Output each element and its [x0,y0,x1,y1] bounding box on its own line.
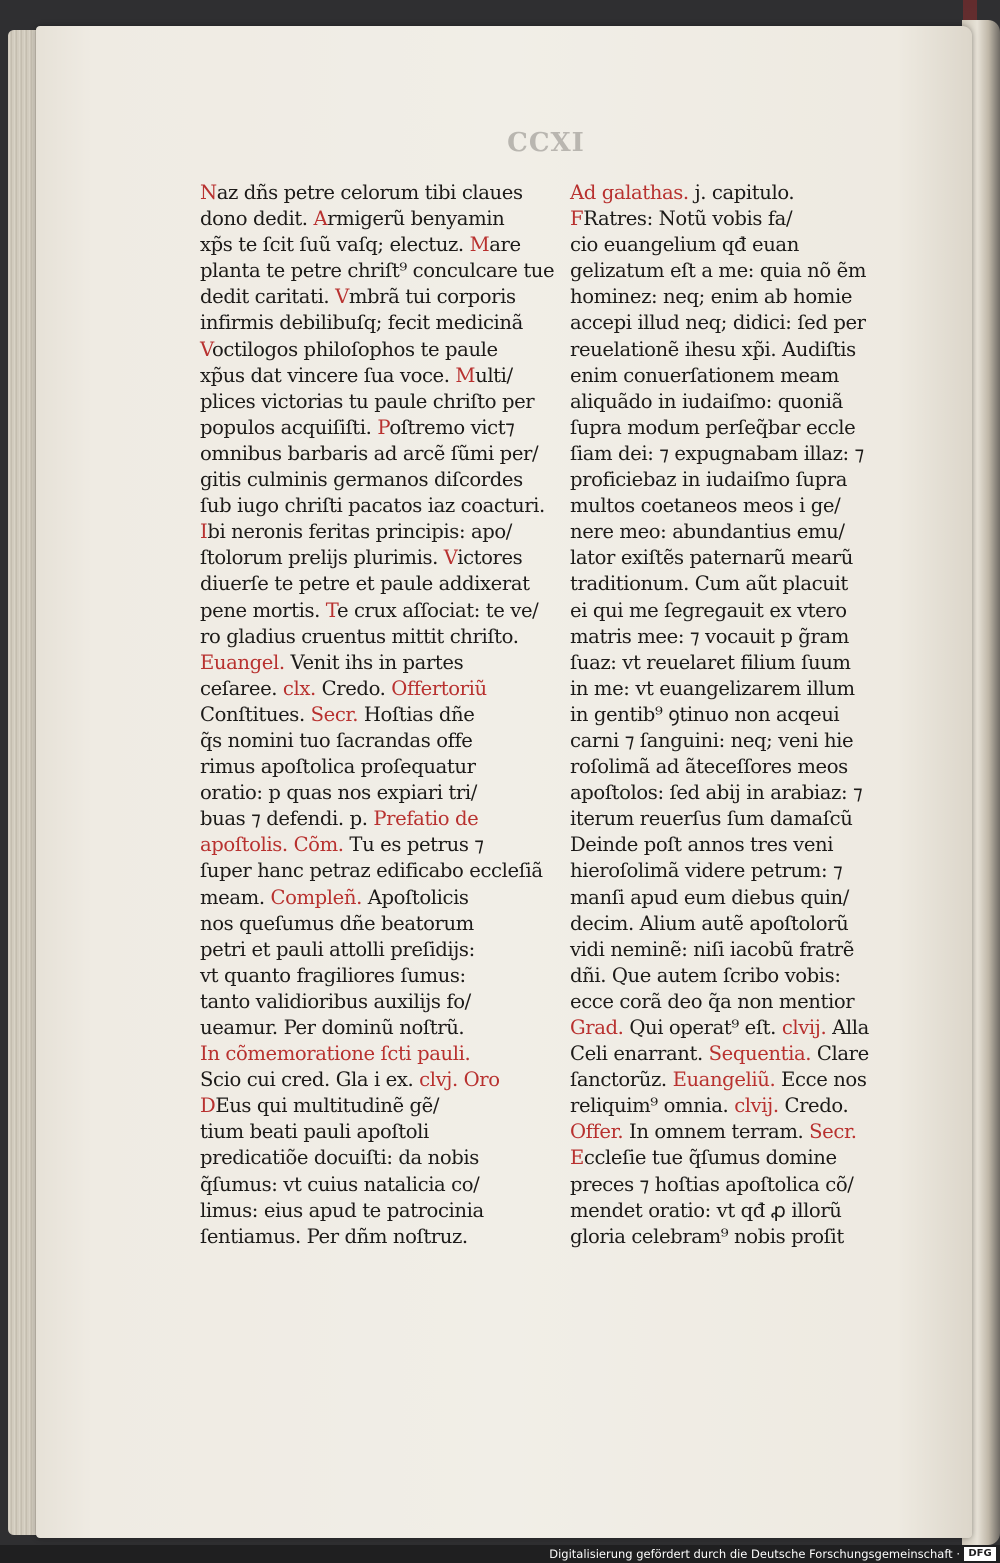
body-text: ulti/ [475,363,513,387]
body-text: nere meo: abundantius emu/ [570,520,845,544]
rubric-text: Compleñ. [270,885,368,909]
text-line [200,832,550,858]
text-line [570,754,940,780]
rubric-text: clx. [282,676,322,700]
text-line [200,310,550,336]
body-text: infirmis debilibuſq; fecit medicinã [200,311,523,335]
text-line [200,467,550,493]
text-line [570,728,940,754]
text-line [200,441,550,467]
text-line [200,650,550,676]
body-text: iterum reuerſus ſum damaſcũ [570,807,853,831]
body-text: Conſtitues. [200,702,311,726]
body-text: gloria celebram⁹ nobis proſit [570,1224,844,1248]
body-text: in me: vt euangelizarem illum [570,676,855,700]
text-line [570,389,940,415]
text-line [200,363,550,389]
body-text: az dñs petre celorum tibi claues [216,181,523,204]
body-text: carni ⁊ ſanguini: neq; veni hie [570,728,854,752]
text-line [570,545,940,571]
body-text: Deinde poſt annos tres veni [570,833,834,857]
text-line [200,1198,550,1224]
text-line [200,1093,550,1119]
dfg-logo: DFG [964,1547,996,1561]
text-line [570,363,940,389]
text-line [570,858,940,884]
body-text: omnibus barbaris ad arcẽ ſũmi per/ [200,441,539,465]
text-line [200,1145,550,1171]
body-text: vt quanto fragiliores ſumus: [200,963,466,987]
body-text: dedit caritati. [200,285,336,309]
body-text: ro gladius cruentus mittit chriſto. [200,624,519,648]
rubric-text: clvj. [419,1068,464,1092]
text-line [570,937,940,963]
rubric-text: V [200,337,212,361]
text-line [200,806,550,832]
rubric-text: I [200,520,208,544]
body-text: ceſaree. [200,676,283,700]
text-line [200,519,550,545]
rubric-text: P [377,415,390,439]
text-line [570,702,940,728]
body-text: rmigerũ benyamin [327,207,505,231]
right-text-column [570,180,940,1250]
text-line [570,885,940,911]
rubric-text: V [443,546,458,570]
body-text: populos acquiſiſti. [200,415,378,439]
text-line [200,1172,550,1198]
text-line [570,1093,940,1119]
body-text: q̃s nomini tuo ſacrandas offe [200,728,473,752]
text-line [570,1198,940,1224]
rubric-text: Euangel. [200,650,291,674]
body-text: ſentiamus. Per dñm noſtruz. [200,1224,468,1248]
text-line [200,1224,550,1250]
body-text: roſolimã ad ãteceſſores meos [570,755,848,779]
body-text: bi neronis feritas principis: apo/ [207,520,512,544]
body-text: Apoſtolicis [367,885,469,909]
text-line [200,1119,550,1145]
body-text: Tu es petrus ⁊ [349,833,484,857]
text-line [200,624,550,650]
text-line [200,206,550,232]
text-line [200,415,550,441]
text-line [200,493,550,519]
rubric-text: D [200,1094,216,1118]
text-line [200,702,550,728]
body-text: ſuper hanc petraz edificabo eccleſiã [200,859,543,883]
body-text: diuerſe te petre et paule addixerat [200,572,530,596]
body-text: Hoſtias dñe [363,702,475,726]
text-line [200,232,550,258]
text-line [200,911,550,937]
body-text: ſanctorũz. [570,1068,673,1092]
body-text: ſuaz: vt reuelaret filium ſuum [570,650,851,674]
rubric-text: T [325,598,337,622]
body-text: Venit ihs in partes [290,650,464,674]
rubric-text: M [455,363,476,387]
text-line [200,754,550,780]
text-line [200,571,550,597]
text-line [200,337,550,363]
body-text: oſtremo vict⁊ [389,415,515,439]
body-text: planta te petre chriſt⁹ conculcare tue [200,259,555,283]
body-text: gitis culminis germanos diſcordes [200,468,523,492]
body-text: hominez: neq; enim ab homie [570,285,853,309]
text-line [200,885,550,911]
text-line [200,989,550,1015]
rubric-text: clvij. [734,1094,785,1118]
text-line [570,1172,940,1198]
text-line [570,284,940,310]
rubric-text: Ad galathas. [570,181,695,204]
body-text: are [489,233,521,257]
body-text: reuelationẽ ihesu xp̃i. Audiſtis [570,337,856,361]
body-text: q̃ſumus: vt cuius natalicia co/ [200,1172,480,1196]
body-text: petri et pauli attolli preſidijs: [200,937,475,961]
body-text: ſupra modum perſeq̃bar eccle [570,415,856,439]
body-text: matris mee: ⁊ vocauit p g̃ram [570,624,849,648]
rubric-text: Prefatio de [373,807,479,831]
rubric-text: N [200,181,217,204]
body-text: reliquim⁹ omnia. [570,1094,735,1118]
body-text: ſub iugo chriſti pacatos iaz coacturi. [200,494,545,518]
rubric-text: Secr. [809,1120,857,1144]
body-text: pene mortis. [200,598,326,622]
text-line [570,806,940,832]
body-text: Credo. [784,1094,849,1118]
text-line [200,1015,550,1041]
text-line [570,1224,940,1250]
rubric-text: M [469,233,490,257]
body-text: traditionum. Cum aũt placuit [570,572,848,596]
rubric-text: In cõmemoratione ſcti pauli. [200,1042,471,1066]
text-line [200,180,550,206]
text-line [570,180,940,206]
body-text: accepi illud neq; didici: ſed per [570,311,866,335]
text-line [570,624,940,650]
folio-number: CCXI [507,128,585,158]
body-text: limus: eius apud te patrocinia [200,1198,484,1222]
body-text: octilogos philoſophos te paule [211,337,498,361]
rubric-text: E [570,1146,584,1170]
rubric-text: Secr. [310,702,364,726]
body-text: ictores [457,546,523,570]
body-text: nos queſumus dñe beatorum [200,911,474,935]
rubric-text: Offer. [570,1120,630,1144]
text-line [570,415,940,441]
text-line [200,258,555,284]
body-text: dñi. Que autem ſcribo vobis: [570,963,841,987]
rubric-text: clvij. [781,1016,833,1039]
body-text: lator exiſtẽs paternarũ mearũ [570,546,853,570]
text-line [200,858,550,884]
text-line [570,650,940,676]
rubric-text: apoſtolis. Cõm. [200,833,350,857]
text-line [200,676,550,702]
body-text: Ratres: Notũ vobis fa/ [583,207,793,231]
text-line [570,232,940,258]
digitization-credit-text: Digitalisierung gefördert durch die Deutsche Forschungsgemeinschaft · [549,1547,960,1561]
text-line [200,728,550,754]
text-line [570,1145,940,1171]
digitization-credit-bar [0,1545,1000,1563]
body-text: mendet oratio: vt qđ ꝓ illorũ [570,1198,842,1222]
text-line [200,389,550,415]
text-line [200,284,550,310]
body-text: enim conuerſationem meam [570,363,839,387]
text-line [570,780,940,806]
body-text: dono dedit. [200,207,314,231]
text-line [570,337,940,363]
text-line [200,963,550,989]
body-text: ecce corã deo q̃a non mentior [570,989,855,1013]
body-text: oratio: p quas nos expiari tri/ [200,781,477,805]
text-line [570,676,940,702]
text-line [570,1119,940,1145]
body-text: manſi apud eum diebus quin/ [570,885,849,909]
body-text: aliquãdo in iudaiſmo: quoniã [570,389,843,413]
body-text: decim. Alium autẽ apoſtolorũ [570,911,849,935]
body-text: tanto validioribus auxilijs fo/ [200,989,471,1013]
body-text: apoſtolos: ſed abij in arabiaz: ⁊ [570,781,863,805]
body-text: ſtolorum prelijs plurimis. [200,546,444,570]
text-line [570,1067,940,1093]
rubric-text: Oro [463,1068,500,1092]
body-text: meam. [200,885,271,909]
rubric-text: Grad. [570,1016,630,1039]
rubric-text: V [335,285,349,309]
body-text: Clare [816,1042,869,1066]
body-text: buas ⁊ defendi. p. [200,807,374,831]
body-text: Gla i ex. [335,1068,420,1092]
text-line [570,571,940,597]
rubric-text: Sequentia. [708,1042,817,1066]
body-text: Celi enarrant. [570,1042,709,1066]
text-line [570,832,940,858]
text-line [570,989,940,1015]
body-text: ccleſie tue q̃ſumus domine [583,1146,837,1170]
text-line [570,441,940,467]
body-text: Ecce nos [781,1068,867,1092]
body-text: In omnem terram. [629,1120,810,1144]
text-line [570,519,940,545]
rubric-text: F [570,207,584,231]
text-line [200,780,550,806]
body-text: gelizatum eſt a me: quia nõ ẽm [570,259,866,283]
body-text: ſiam dei: ⁊ expugnabam illaz: ⁊ [570,441,864,465]
text-line [200,1041,550,1067]
body-text: mbrã tui corporis [348,285,516,309]
text-line [570,1041,940,1067]
rubric-text: Offertoriũ [391,676,487,700]
text-line [570,963,940,989]
text-line [200,1067,550,1093]
body-text: rimus apoſtolica proſequatur [200,755,476,779]
body-text: plices victorias tu paule chriſto per [200,389,535,413]
body-text: preces ⁊ hoſtias apoſtolica cõ/ [570,1172,854,1196]
body-text: xp̃s te ſcit ſuũ vaſq; electuz. [200,233,470,257]
body-text: proficiebaz in iudaiſmo ſupra [570,468,848,492]
body-text: Credo. [321,676,392,700]
body-text: in gentib⁹ ꝯtinuo non acqeui [570,702,840,726]
body-text: tium beati pauli apoſtoli [200,1120,429,1144]
body-text: hieroſolimã videre petrum: ⁊ [570,859,843,883]
text-line [570,467,940,493]
body-text: ei qui me ſegregauit ex vtero [570,598,847,622]
text-line [570,493,940,519]
rubric-text: A [313,207,328,231]
left-text-column [200,180,555,1250]
body-text: cio euangelium qđ euan [570,233,799,257]
body-text: xp̃us dat vincere ſua voce. [200,363,456,387]
rubric-text: Euangeliũ. [672,1068,782,1092]
text-line [570,598,940,624]
text-line [200,545,550,571]
body-text: e crux aſſociat: te ve/ [336,598,539,622]
text-line [200,937,550,963]
text-line [200,598,550,624]
body-text: vidi neminẽ: niſi iacobũ fratrẽ [570,937,854,961]
text-line [570,1015,940,1041]
body-text: predicatiõe docuiſti: da nobis [200,1146,479,1170]
text-line [570,310,940,336]
body-text: j. capitulo. [694,181,795,204]
body-text: Scio cui cred. [200,1068,336,1092]
body-text: Alla [832,1016,869,1039]
body-text: ueamur. Per dominũ noſtrũ. [200,1016,465,1039]
body-text: Eus qui multitudinẽ gẽ/ [215,1094,440,1118]
text-line [570,206,940,232]
text-line [570,258,940,284]
body-text: multos coetaneos meos i ge/ [570,494,841,518]
text-line [570,911,940,937]
body-text: Qui operat⁹ eſt. [629,1016,782,1039]
